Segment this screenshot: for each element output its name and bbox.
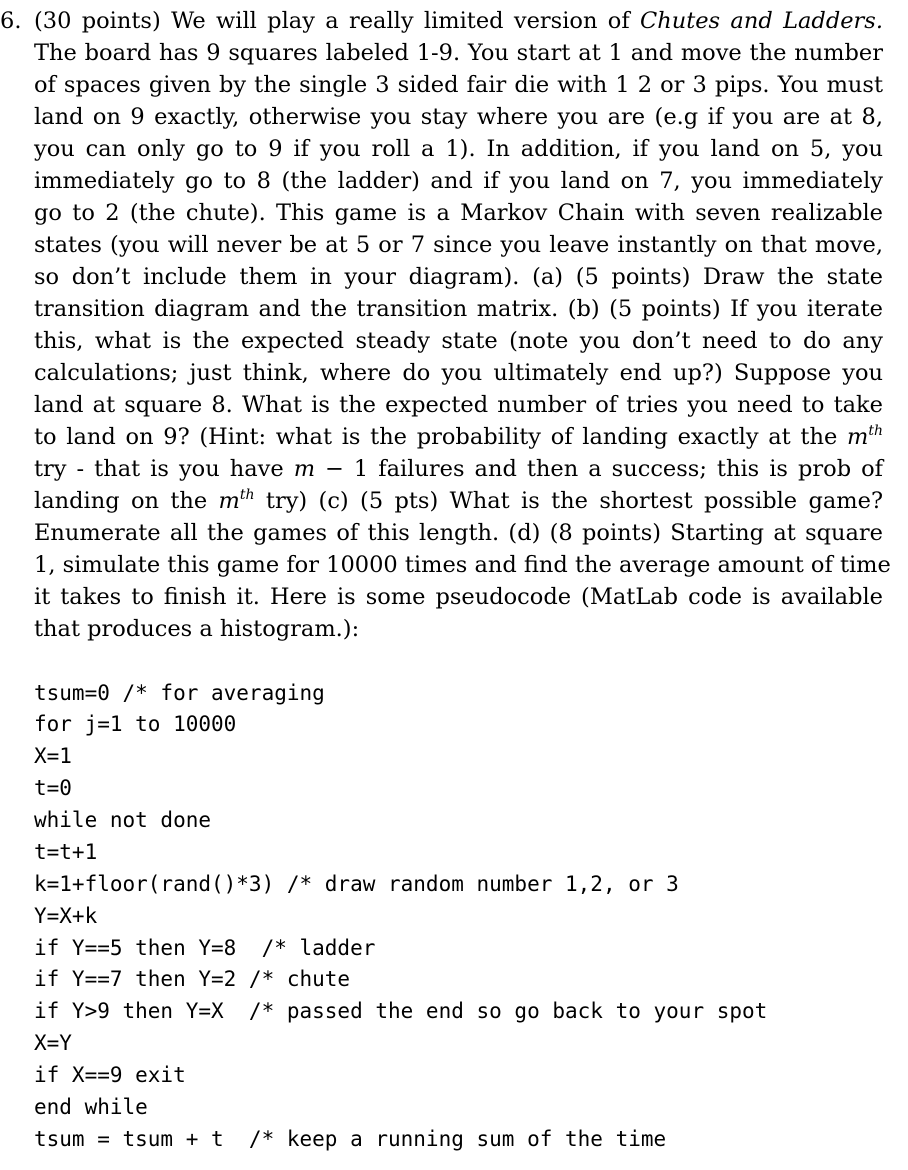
code-line: t=t+1 <box>34 840 98 864</box>
problem-text-line: of spaces given by the single 3 sided fair die with 1 2 or 3 pips. You must <box>34 72 883 98</box>
problem-text-line: transition diagram and the transition matrix. (b) (5 points) If you iterate <box>34 296 883 322</box>
problem-text-line: The board has 9 squares labeled 1-9. You start at 1 and move the number <box>34 40 883 66</box>
code-line: t=0 <box>34 776 72 800</box>
problem-number: 6. <box>0 8 22 34</box>
problem-text-line: land at square 8. What is the expected number of tries you need to take <box>34 392 883 418</box>
problem-text-line: it takes to finish it. Here is some pseudocode (MatLab code is available <box>34 584 883 610</box>
problem-text-line: try - that is you have m − 1 failures and then a success; this is prob of <box>34 456 884 482</box>
code-line: X=Y <box>34 1031 72 1055</box>
code-line: k=1+floor(rand()*3) /* draw random number 1,2, or 3 <box>34 872 679 896</box>
problem-text-line: to land on 9? (Hint: what is the probability of landing exactly at the $m^{th}$ <box>34 423 883 450</box>
code-line: end while <box>34 1095 148 1119</box>
code-line: if Y==5 then Y=8 /* ladder <box>34 936 376 960</box>
code-line: while not done <box>34 808 212 832</box>
code-line: if Y>9 then Y=X /* passed the end so go back to your spot <box>34 999 768 1023</box>
problem-text-line: that produces a histogram.): <box>34 616 360 642</box>
problem-text-line: Enumerate all the games of this length. (d) (8 points) Starting at square <box>34 520 883 546</box>
code-line: X=1 <box>34 744 72 768</box>
problem-text-line: go to 2 (the chute). This game is a Markov Chain with seven realizable <box>34 200 883 226</box>
problem-text-line: calculations; just think, where do you ultimately end up?) Suppose you <box>34 360 883 386</box>
problem-text-line: immediately go to 8 (the ladder) and if you land on 7, you immediately <box>34 168 883 194</box>
problem-text-line: you can only go to 9 if you roll a 1). In addition, if you land on 5, you <box>34 136 883 162</box>
problem-text-line: states (you will never be at 5 or 7 since you leave instantly on that move, <box>34 232 883 258</box>
code-line: Y=X+k <box>34 904 98 928</box>
problem-text-line: landing on the $m^{th}$ try) (c) (5 pts) What is the shortest possible game? <box>34 487 884 514</box>
problem-text-line: 1, simulate this game for 10000 times and find the average amount of time <box>34 552 891 578</box>
problem-text-line: (30 points) We will play a really limited version of Chutes and Ladders. <box>34 8 883 34</box>
code-line: tsum=0 /* for averaging <box>34 681 325 705</box>
code-line: tsum = tsum + t /* keep a running sum of the time <box>34 1127 667 1151</box>
problem-text-line: so don’t include them in your diagram). (a) (5 points) Draw the state <box>34 264 883 290</box>
problem-text-line: land on 9 exactly, otherwise you stay where you are (e.g if you are at 8, <box>34 104 883 130</box>
code-line: if Y==7 then Y=2 /* chute <box>34 967 351 991</box>
code-line: if X==9 exit <box>34 1063 186 1087</box>
problem-text-line: this, what is the expected steady state (note you don’t need to do any <box>34 328 883 354</box>
code-line: for j=1 to 10000 <box>34 712 237 736</box>
